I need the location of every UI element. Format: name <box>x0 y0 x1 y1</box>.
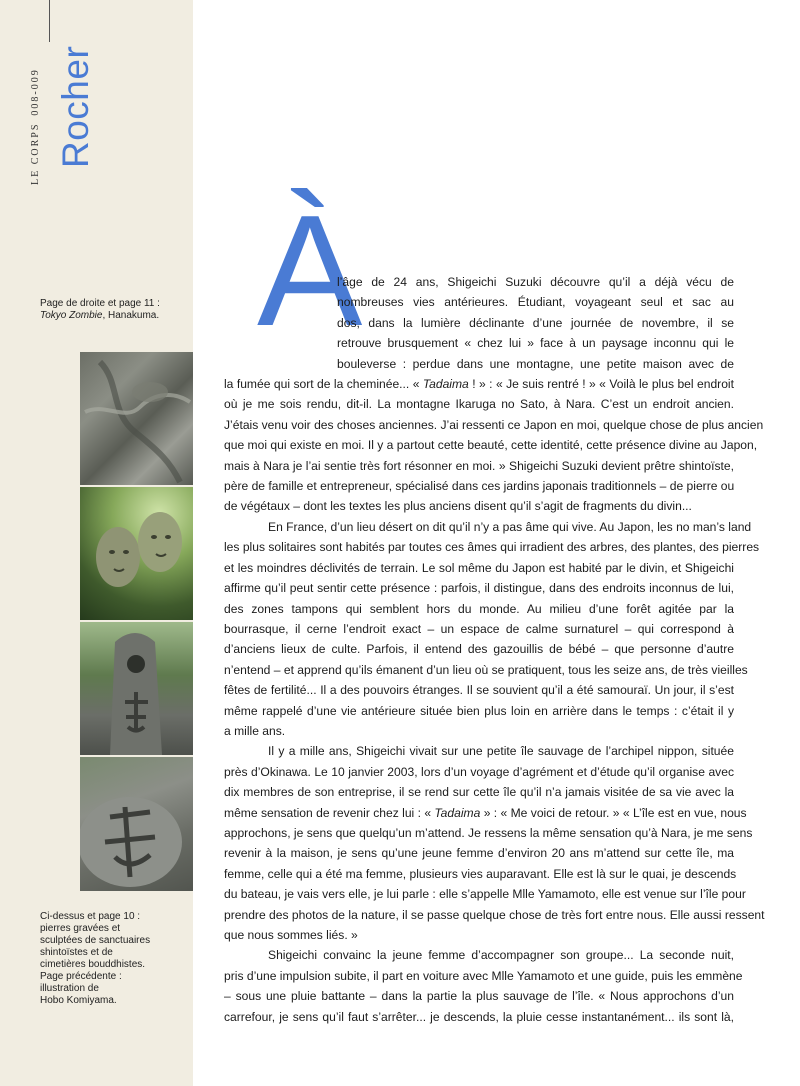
article-line: affirme qu’il peut sentir cette présence : parfois, il distingue, dans des endroits inconnus de lui, <box>224 581 734 596</box>
photo-engraved-round-stone <box>80 757 193 891</box>
article-line: fêtes de fertilité... Il a des pouvoirs étranges. Il se souvient qu’il a été samouraï. Un jour, il s’est <box>224 683 734 698</box>
article-line: n’entend – et apprend qu’ils émanent d’un lieu où se pratiquent, tous les seize ans, de très vieilles <box>224 662 748 677</box>
article-line: femme, celle qui a été ma femme, plusieurs vies auparavant. Elle est là sur le quai, je descends <box>224 866 737 881</box>
caption-bottom-line: pierres gravées et <box>40 923 121 934</box>
vertical-rule <box>49 0 50 42</box>
caption-top-title: Tokyo Zombie <box>40 310 103 321</box>
article-line: où je me sois rendu, dit-il. La montagne Ikaruga no Sato, à Nara. C’est un endroit ancien. <box>224 397 734 412</box>
article-line: nombreuses vies antérieures. Étudiant, voyageant seul et sac au <box>337 295 734 310</box>
article-line: revenir à la maison, je sens qu’une jeune femme d’environ 20 ans m’attend sur cette île, ma <box>224 846 734 861</box>
article-line: Shigeichi convainc la jeune femme d’accompagner son groupe... La seconde nuit, <box>268 948 734 963</box>
caption-top <box>40 298 190 322</box>
article-line: près d’Okinawa. Le 10 janvier 2003, lors d’un voyage d’agrément et d’étude qu’il organise avec <box>224 764 734 779</box>
article-line: la fumée qui sort de la cheminée... « Tadaima ! » : « Je suis rentré ! » « Voilà le plus bel endroit <box>224 377 734 392</box>
article-line: d’anciens lieux de culte. Parfois, il entend des gazouillis de bébé – que personne d’autre <box>224 642 734 657</box>
article-line: même rappelé d’une vie antérieure située bien plus loin en arrière dans le temps : c’était il y <box>224 703 734 718</box>
caption-bottom-line: sculptées de sanctuaires <box>40 935 151 946</box>
caption-bottom-line: cimetières bouddhistes. <box>40 959 146 970</box>
article-line: dix membres de son entreprise, il se rend sur cette île qu’il n’a jamais visitée de sa vie avec la <box>224 785 734 800</box>
article-line: bouleverse : perdue dans une montagne, une petite maison avec de <box>337 356 734 371</box>
article-line: les plus solitaires sont habités par toutes ces âmes qui irradient des arbres, des plantes, des pierres <box>224 540 760 555</box>
article-line: – sous une pluie battante – dans la partie la plus sauvage de l’île. « Nous approchons d’un <box>224 989 734 1004</box>
article-line: des zones tampons qui semblent hors du monde. Au milieu d’une forêt agitée par la <box>224 601 734 616</box>
caption-top-line2 <box>40 310 190 322</box>
article-line: prendre des photos de la nature, il se passe quelque chose de très fort entre nous. Elle aussi ressent <box>224 907 765 922</box>
article-line: En France, d’un lieu désert on dit qu’il n’y a pas âme qui vive. Au Japon, les no man’s land <box>268 519 752 534</box>
article-line: pris d’une impulsion subite, il part en voiture avec Mlle Yamamoto et une guide, puis les emmène <box>224 968 743 983</box>
caption-top-rest: , Hanakuma. <box>102 310 160 321</box>
italic-term: Tadaima <box>422 377 469 392</box>
article-line: et les moindres déclivités de terrain. Le sol même du Japon est habité par le divin, et Shigeichi <box>224 560 734 575</box>
rubric-label: LE CORPS <box>30 122 41 185</box>
article-line: du bateau, je vais vers elle, je lui parle : elle s’appelle Mlle Yamamoto, elle est venue sur l’île pour <box>224 887 746 902</box>
drop-cap: À <box>257 183 363 359</box>
caption-bottom-line: Page précédente : <box>40 971 122 982</box>
photo-stone-monument <box>80 622 193 755</box>
section-rubric <box>30 68 41 185</box>
caption-bottom-line: shintoïstes et de <box>40 947 113 958</box>
article-line: que nous sommes liés. » <box>224 928 358 942</box>
sidebar <box>0 0 193 1086</box>
article-line: carrefour, je sens qu’il faut s’arrêter... je descends, la pluie cesse instantanément... ils sont là, <box>224 1009 734 1024</box>
photo-stone-faces <box>80 487 193 620</box>
article-line: père de famille et entrepreneur, spécialisé dans ces jardins japonais traditionnels – de pierre ou <box>224 479 735 494</box>
caption-bottom-line: Ci-dessus et page 10 : <box>40 911 141 922</box>
caption-bottom-line: illustration de <box>40 983 99 994</box>
caption-bottom <box>40 911 190 1007</box>
article-line: bourrasque, il cerne l’endroit exact – un espace de calme surnaturel – qui correspond à <box>224 621 734 636</box>
photo-carved-stone <box>80 352 193 485</box>
article-line: a mille ans. <box>224 723 286 738</box>
article-line: même sensation de revenir chez lui : « Tadaima » : « Me voici de retour. » « L’île est en vue, nous <box>224 805 747 820</box>
article-line: de végétaux – dont les textes les plus anciens disent qu’il s’agit de fragments du divin... <box>224 499 692 514</box>
article-line: Il y a mille ans, Shigeichi vivait sur une petite île sauvage de l’archipel nippon, située <box>268 744 734 759</box>
article-line: retrouve brusquement « chez lui » face à un paysage inconnu qui le <box>337 336 734 351</box>
article-line: J’étais venu voir des choses anciennes. J’ai ressenti ce Japon en moi, quelque chose de plus ancien <box>224 417 764 432</box>
article-line: approchons, je sens que quelqu’un m’attend. Je ressens la même sensation qu’à Nara, je me sens <box>224 825 753 840</box>
caption-bottom-line: Hobo Komiyama. <box>40 995 117 1006</box>
article-line: que moi qui existe en moi. Il y a partout cette beauté, cette identité, cette présence divine au Japon, <box>224 438 758 453</box>
article-line: mais à Nara je l’ai sentie très fort résonner en moi. » Shigeichi Suzuki devient prêtre shintoïste, <box>224 458 734 473</box>
caption-top-line1: Page de droite et page 11 : <box>40 298 160 309</box>
article-line: dos, dans la lumière déclinante d’une journée de novembre, il se <box>337 315 734 330</box>
folio: 008-009 <box>30 68 41 116</box>
section-title: Rocher <box>55 45 96 168</box>
article-body <box>224 272 765 1027</box>
italic-term: Tadaima <box>434 805 481 820</box>
article-line: l’âge de 24 ans, Shigeichi Suzuki découvre qu’il a déjà vécu de <box>337 275 734 289</box>
